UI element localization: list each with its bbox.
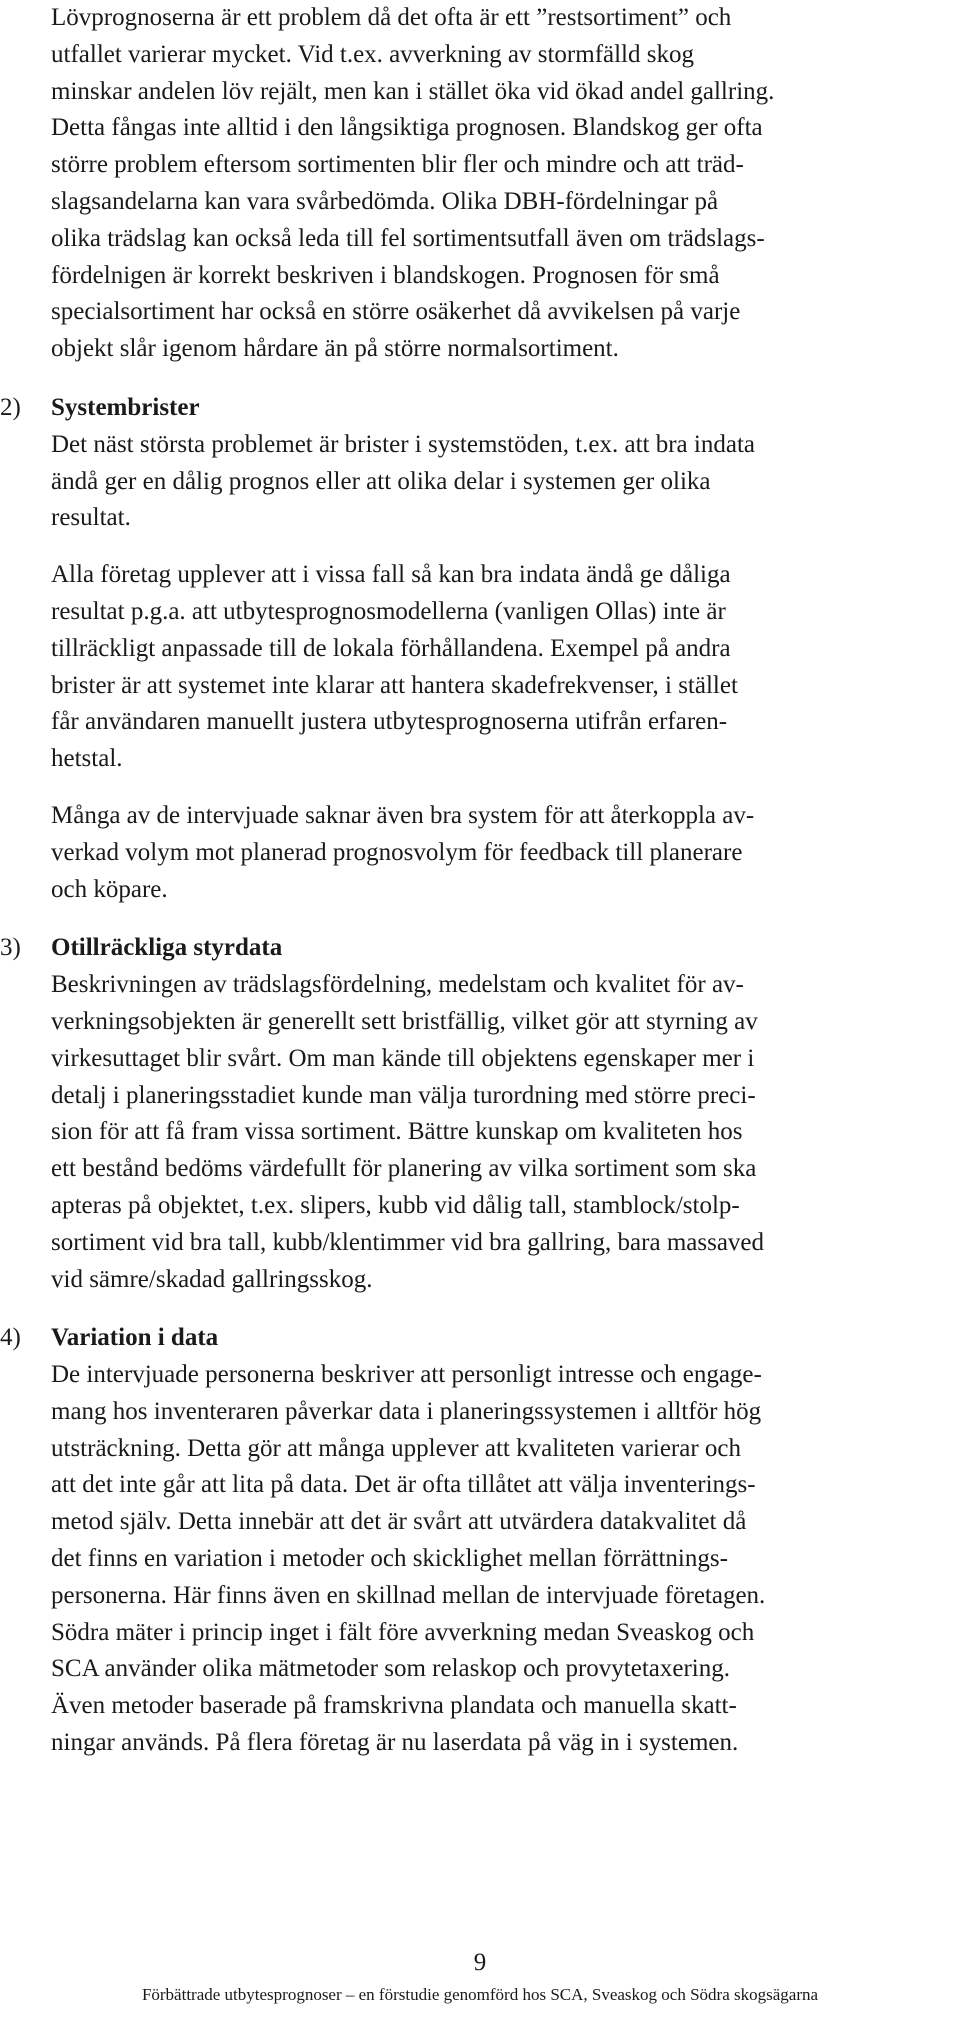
list-item-number: 3) xyxy=(0,934,21,962)
list-item-otillrackliga-styrdata xyxy=(0,930,926,1298)
text-line: ningar används. På flera företag är nu laserdata på väg in i systemen. xyxy=(51,1729,739,1757)
section-paragraph xyxy=(51,557,926,778)
text-line: Södra mäter i princip inget i fält före avverkning medan Sveaskog och xyxy=(51,1618,755,1646)
text-line: att det inte går att lita på data. Det är ofta tillåtet att välja inventerings- xyxy=(51,1471,756,1499)
text-line: apteras på objektet, t.ex. slipers, kubb vid dålig tall, stamblock/stolp- xyxy=(51,1191,740,1219)
intro-section xyxy=(51,0,926,368)
text-line: sion för att få fram vissa sortiment. Bättre kunskap om kvaliteten hos xyxy=(51,1118,743,1146)
text-line: utfallet varierar mycket. Vid t.ex. avverkning av stormfälld skog xyxy=(51,40,694,68)
text-line: resultat p.g.a. att utbytesprognosmodellerna (vanligen Ollas) inte är xyxy=(51,597,726,625)
section-paragraph xyxy=(51,967,926,1298)
text-line: tillräckligt anpassade till de lokala förhållandena. Exempel på andra xyxy=(51,634,731,662)
text-line: verkningsobjekten är generellt sett bristfällig, vilket gör att styrning av xyxy=(51,1007,758,1035)
text-line: Detta fångas inte alltid i den långsiktiga prognosen. Blandskog ger ofta xyxy=(51,114,763,142)
text-line: Beskrivningen av trädslagsfördelning, medelstam och kvalitet för av- xyxy=(51,971,744,999)
section-paragraph xyxy=(51,427,926,537)
text-line: större problem eftersom sortimenten blir fler och mindre och att träd- xyxy=(51,151,744,179)
text-line: metod själv. Detta innebär att det är svårt att utvärdera datakvalitet då xyxy=(51,1508,747,1536)
section-heading: Systembrister xyxy=(51,393,200,421)
text-line: De intervjuade personerna beskriver att personligt intresse och engage- xyxy=(51,1361,762,1389)
text-line: Många av de intervjuade saknar även bra system för att återkoppla av- xyxy=(51,801,755,829)
text-line: Lövprognoserna är ett problem då det ofta är ett ”restsortiment” och xyxy=(51,4,732,31)
text-line: fördelnigen är korrekt beskriven i blandskogen. Prognosen för små xyxy=(51,261,720,289)
text-line: virkesuttaget blir svårt. Om man kände till objektens egenskaper mer i xyxy=(51,1044,755,1072)
text-line: Alla företag upplever att i vissa fall så kan bra indata ändå ge dåliga xyxy=(51,561,731,589)
text-line: ändå ger en dålig prognos eller att olika delar i systemen ger olika xyxy=(51,467,711,495)
text-line: sortiment vid bra tall, kubb/klentimmer vid bra gallring, bara massaved xyxy=(51,1228,765,1256)
text-line: Det näst största problemet är brister i systemstöden, t.ex. att bra indata xyxy=(51,430,755,458)
list-item-systembrister xyxy=(0,390,926,908)
page-footer: Förbättrade utbytesprognoser – en förstudie genomförd hos SCA, Sveaskog och Södra skogsägarna xyxy=(141,1985,819,2004)
text-line: detalj i planeringsstadiet kunde man välja turordning med större preci- xyxy=(51,1081,756,1109)
text-line: och köpare. xyxy=(51,875,168,903)
section-heading: Otillräckliga styrdata xyxy=(51,934,283,962)
text-line: minskar andelen löv rejält, men kan i stället öka vid ökad andel gallring. xyxy=(51,77,775,105)
text-line: resultat. xyxy=(51,504,131,532)
text-line: utsträckning. Detta gör att många upplever att kvaliteten varierar och xyxy=(51,1434,742,1462)
page-number: 9 xyxy=(473,1949,487,1976)
text-line: personerna. Här finns även en skillnad mellan de intervjuade företagen. xyxy=(51,1581,766,1609)
text-line: olika trädslag kan också leda till fel sortimentsutfall även om trädslags- xyxy=(51,224,765,252)
text-line: det finns en variation i metoder och skicklighet mellan förrättnings- xyxy=(51,1545,728,1573)
text-line: objekt slår igenom hårdare än på större normalsortiment. xyxy=(51,335,619,363)
text-line: SCA använder olika mätmetoder som relaskop och provytetaxering. xyxy=(51,1655,730,1683)
text-line: hetstal. xyxy=(51,745,123,773)
text-line: specialsortiment har också en större osäkerhet då avvikelsen på varje xyxy=(51,298,741,326)
list-item-number: 2) xyxy=(0,393,21,421)
text-line: vid sämre/skadad gallringsskog. xyxy=(51,1265,373,1293)
text-line: får användaren manuellt justera utbytesprognoserna utifrån erfaren- xyxy=(51,708,728,736)
text-line: verkad volym mot planerad prognosvolym för feedback till planerare xyxy=(51,838,743,866)
text-line: brister är att systemet inte klarar att hantera skadefrekvenser, i stället xyxy=(51,671,738,699)
intro-paragraph xyxy=(51,0,926,368)
list-item-number: 4) xyxy=(0,1324,21,1352)
section-paragraph xyxy=(51,798,926,908)
section-heading: Variation i data xyxy=(51,1324,219,1352)
text-line: Även metoder baserade på framskrivna plandata och manuella skatt- xyxy=(51,1692,737,1720)
text-line: mang hos inventeraren påverkar data i planeringssystemen i alltför hög xyxy=(51,1397,762,1425)
text-line: ett bestånd bedöms värdefullt för planering av vilka sortiment som ska xyxy=(51,1155,757,1183)
section-paragraph xyxy=(51,1357,926,1762)
text-line: slagsandelarna kan vara svårbedömda. Olika DBH-fördelningar på xyxy=(51,187,719,215)
list-item-variation-i-data xyxy=(0,1320,926,1762)
